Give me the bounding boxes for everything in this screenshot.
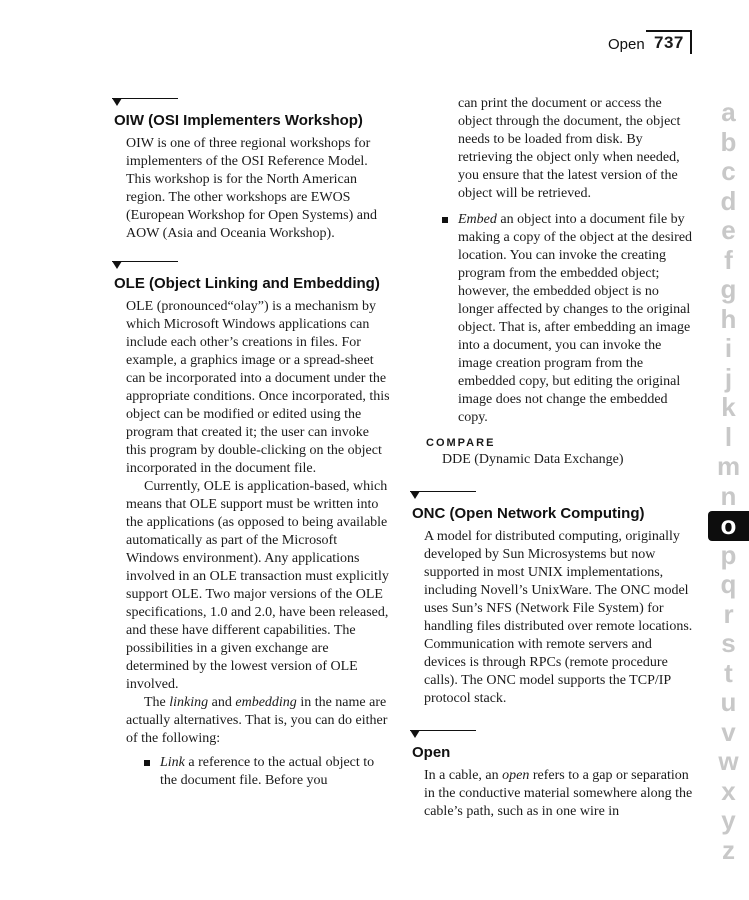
triangle-marker-icon <box>112 98 122 106</box>
thumb-index-letter-u: u <box>720 687 737 717</box>
entry-marker <box>112 98 182 108</box>
thumb-index-letter-z: z <box>722 834 735 865</box>
entry-title-open: Open <box>412 744 451 761</box>
thumb-index-letter-i: i <box>724 333 733 363</box>
list-item: Link a reference to the actual object to the document file. Before you <box>112 754 392 790</box>
compare-label: COMPARE <box>426 437 496 449</box>
triangle-marker-icon <box>410 730 420 738</box>
thumb-index-letter-v: v <box>721 716 736 747</box>
entry-marker <box>410 491 480 501</box>
list-item: can print the document or access the object through the document, the object needs to be loaded from disk. By retrieving the object only when needed, you ensure that the latest version of the object will be retrieved. <box>458 96 681 201</box>
thumb-index-letter-r: r <box>723 598 734 629</box>
thumb-index-letter-m: m <box>716 451 741 481</box>
right-column <box>410 95 695 821</box>
thumb-index-letter-c: c <box>721 156 736 186</box>
triangle-marker-icon <box>410 491 420 499</box>
left-column <box>112 98 392 790</box>
entry-body-ole-p1: OLE (pronounced“olay”) is a mechanism by which Microsoft Windows applications can include each other’s creations in files. For example, a graphics image or a spread-sheet can be incorporated into a document under the appropriate conditions. Once incorporated, this object can be modified or edited using the program that created it; the user can invoke this program by double-clicking on the object incorporated in the document file. <box>126 299 390 476</box>
bullet-icon <box>144 760 150 766</box>
triangle-marker-icon <box>112 261 122 269</box>
thumb-index-letter-l: l <box>724 421 733 452</box>
entry-body-open: In a cable, an open refers to a gap or separation in the conductive material somewhere along the cable’s path, such as in one wire in <box>424 768 693 819</box>
thumb-index-letter-t: t <box>724 657 733 688</box>
thumb-index-letter-s: s <box>721 628 736 658</box>
thumb-index-letter-j: j <box>724 362 733 393</box>
thumb-index-letter-y: y <box>721 805 736 835</box>
entry-body-onc: A model for distributed computing, originally developed by Sun Microsystems but now supported in most UNIX implementations, including Novell’s UnixWare. The ONC model uses Sun’s NFS (Network File System) for handling files distributed over remote locations. Communication with remote servers and devices is through RPCs (remote procedure calls). The ONC model supports the TCP/IP protocol stack. <box>424 529 693 706</box>
thumb-index-letter-w: w <box>718 746 739 776</box>
page-number: 737 <box>654 33 684 52</box>
thumb-index-letter-p: p <box>720 539 737 570</box>
thumb-index-letter-b: b <box>720 126 737 157</box>
entry-title-ole: OLE (Object Linking and Embedding) <box>114 275 380 292</box>
entry-title-onc: ONC (Open Network Computing) <box>412 505 645 522</box>
running-head: Open <box>608 36 645 53</box>
thumb-index-letter-n: n <box>720 480 737 511</box>
thumb-index-letter-q: q <box>720 569 737 599</box>
thumb-index-letter-o: o <box>708 511 749 541</box>
thumb-index-letter-a: a <box>721 97 736 127</box>
thumb-index-letter-k: k <box>721 392 736 422</box>
entry-body-oiw: OIW is one of three regional workshops for implementers of the OSI Reference Model. This workshop is for the North American region. The other workshops are EWOS (European Workshop for Open Systems) and AOW (Asia and Oceania Workshop). <box>126 136 377 241</box>
ole-options-list <box>112 754 392 790</box>
header-rule-vertical <box>690 30 692 54</box>
entry-body-ole-p2: Currently, OLE is application-based, which means that OLE support must be written into the applications (as opposed to being available automatically as part of the Microsoft Windows environment). Any applications involved in an OLE transaction must explicitly support OLE. Two major versions of the OLE specifications, 1.0 and 2.0, have been released, and these have different capabilities. The possibilities in a given exchange are determined by the lowest version of OLE involved. <box>126 479 389 692</box>
entry-marker <box>410 730 480 740</box>
thumb-index-letter-d: d <box>720 185 737 216</box>
bullet-icon <box>442 217 448 223</box>
ole-options-list-continued <box>410 95 695 427</box>
entry-title-oiw: OIW (OSI Implementers Workshop) <box>114 112 363 129</box>
list-item: Embed an object into a document file by making a copy of the object at the desired location. You can invoke the creating program from the embedded object; however, the embedded object is no longer affected by changes to the original object. That is, after embedding an image into a document, you can invoke the image creation program from the embedded copy, but editing the original image does not change the embedded copy. <box>410 211 695 427</box>
header-rule-horizontal <box>646 30 692 32</box>
thumb-index-letter-g: g <box>720 274 737 304</box>
thumb-index-letter-e: e <box>721 215 736 245</box>
alphabet-thumb-index <box>708 98 749 865</box>
thumb-index-letter-h: h <box>720 303 737 334</box>
thumb-index-letter-f: f <box>724 244 733 275</box>
entry-marker <box>112 261 182 271</box>
compare-reference: DDE (Dynamic Data Exchange) <box>442 452 624 467</box>
entry-body-ole-p3: The linking and embedding in the name are actually alternatives. That is, you can do either of the following: <box>126 695 388 746</box>
thumb-index-letter-x: x <box>721 775 736 806</box>
